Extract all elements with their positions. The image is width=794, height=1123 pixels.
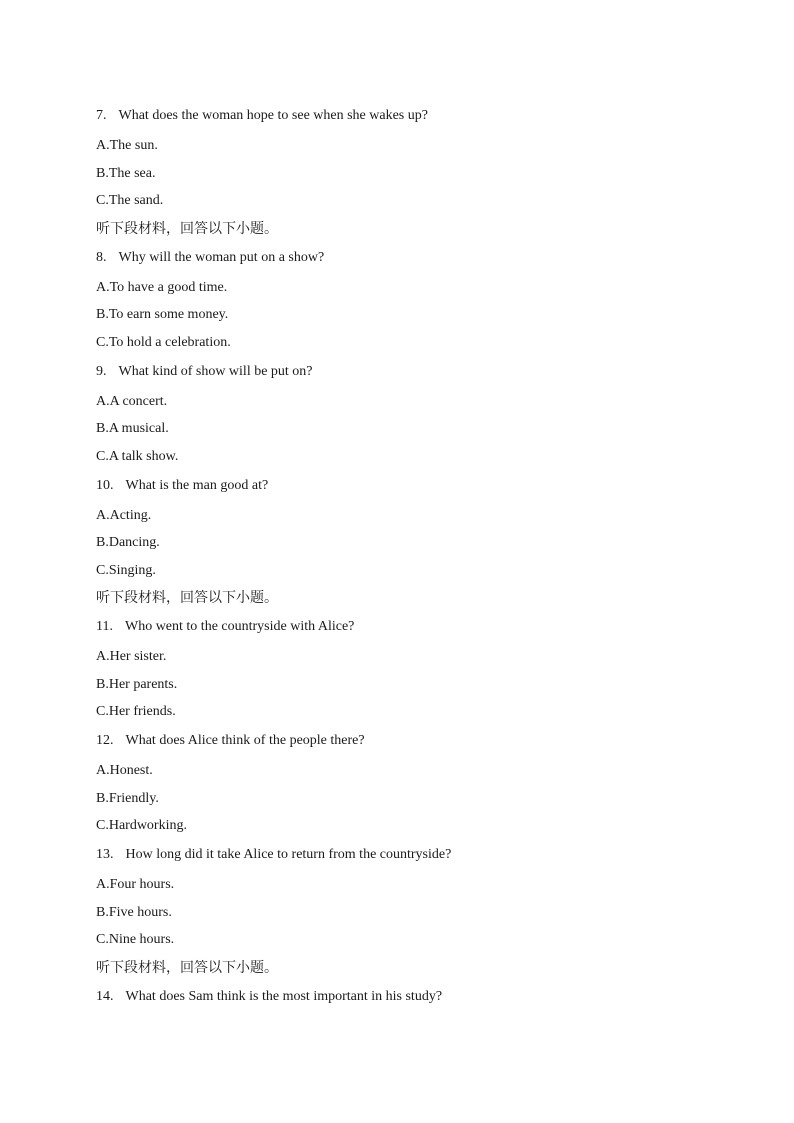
question-line bbox=[96, 363, 716, 381]
question-line bbox=[96, 477, 716, 495]
question-text: Who went to the countryside with Alice? bbox=[124, 619, 355, 634]
answer-option: B.Five hours. bbox=[96, 904, 172, 920]
answer-option: C.To hold a celebration. bbox=[96, 334, 231, 350]
question-line bbox=[96, 846, 716, 864]
answer-option: A.The sun. bbox=[96, 138, 158, 153]
question-number: 9. bbox=[96, 363, 107, 379]
question-text: What does the woman hope to see when she wakes up? bbox=[118, 108, 428, 123]
question-text: What kind of show will be put on? bbox=[118, 363, 313, 379]
answer-option: A.Four hours. bbox=[96, 877, 175, 892]
answer-option: B.A musical. bbox=[96, 421, 169, 436]
answer-option: A.Honest. bbox=[96, 763, 153, 778]
answer-option: C.Her friends. bbox=[96, 704, 176, 719]
question-text: What is the man good at? bbox=[125, 477, 269, 493]
question-number: 7. bbox=[96, 108, 107, 123]
answer-option: A.A concert. bbox=[96, 393, 168, 409]
question-text: What does Sam think is the most important in his study? bbox=[125, 988, 443, 1004]
answer-option: C.The sand. bbox=[96, 193, 164, 208]
question-number: 14. bbox=[96, 988, 114, 1004]
question-line bbox=[96, 249, 716, 267]
question-line bbox=[96, 618, 716, 636]
answer-option: B.Her parents. bbox=[96, 676, 178, 692]
question-line bbox=[96, 107, 716, 125]
question-line bbox=[96, 988, 716, 1006]
question-number: 11. bbox=[96, 619, 113, 634]
answer-option: B.The sea. bbox=[96, 165, 156, 181]
section-instruction: 听下段材料，回答以下小题。 bbox=[96, 590, 278, 606]
question-text: What does Alice think of the people there? bbox=[125, 733, 365, 748]
answer-option: C.A talk show. bbox=[96, 448, 179, 464]
answer-option: C.Hardworking. bbox=[96, 818, 187, 833]
question-number: 12. bbox=[96, 733, 114, 748]
worksheet-page bbox=[96, 96, 716, 1018]
question-number: 13. bbox=[96, 847, 114, 862]
answer-option: A.Her sister. bbox=[96, 649, 167, 664]
section-instruction: 听下段材料，回答以下小题。 bbox=[96, 959, 278, 976]
answer-option: B.Friendly. bbox=[96, 790, 159, 806]
question-number: 8. bbox=[96, 249, 107, 265]
section-instruction: 听下段材料，回答以下小题。 bbox=[96, 220, 278, 237]
answer-option: A.To have a good time. bbox=[96, 279, 228, 295]
answer-option: C.Singing. bbox=[96, 562, 156, 578]
answer-option: B.To earn some money. bbox=[96, 307, 229, 322]
answer-option: A.Acting. bbox=[96, 507, 152, 523]
question-line bbox=[96, 732, 716, 750]
question-number: 10. bbox=[96, 477, 114, 493]
question-text: How long did it take Alice to return from the countryside? bbox=[125, 847, 452, 862]
question-text: Why will the woman put on a show? bbox=[118, 249, 325, 265]
answer-option: B.Dancing. bbox=[96, 535, 160, 550]
answer-option: C.Nine hours. bbox=[96, 932, 175, 947]
